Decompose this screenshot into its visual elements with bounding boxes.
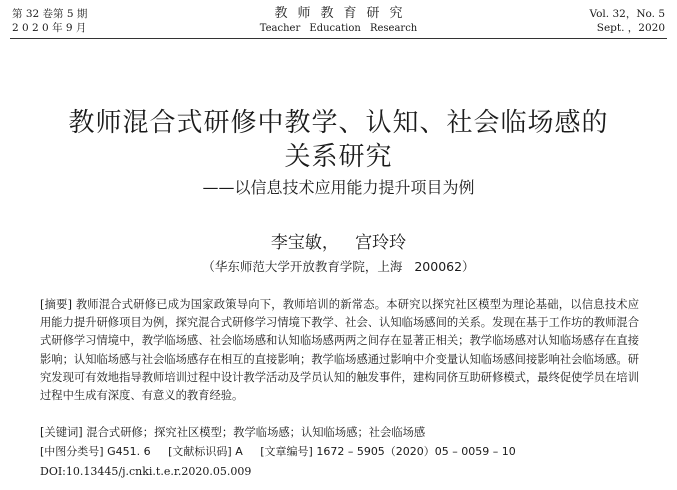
article-number <box>260 444 516 460</box>
article-number-label: [文章编号] <box>260 445 313 458</box>
document-code-value: A <box>235 445 243 458</box>
clc-number <box>40 444 151 460</box>
header-right <box>589 7 665 35</box>
article-number-value: 1672 – 5905（2020）05 – 0059 – 10 <box>316 445 516 458</box>
header-rule <box>10 38 667 39</box>
article-title <box>20 106 657 174</box>
publication-date-en: Sept. ，2020 <box>596 22 665 34</box>
classification-line <box>40 444 657 460</box>
journal-name-cn: 教师教育研究 <box>274 6 413 21</box>
clc-label: [中图分类号] <box>40 445 104 458</box>
authors: 李宝敏， 宫玲玲 <box>270 233 407 253</box>
title-line-2: 关系研究 <box>284 142 393 172</box>
journal-name-en: Teacher Education Research <box>259 23 418 34</box>
keywords-label: [关键词] <box>40 426 83 439</box>
volume-issue-en: Vol. 32，No. 5 <box>589 8 665 20</box>
keywords-text: 混合式研修；探究社区模型；教学临场感；认知临场感；社会临场感 <box>86 426 426 439</box>
abstract-text: 教师混合式研修已成为国家政策导向下，教师培训的新常态。本研究以探究社区模型为理论基础，以信息技术应用能力提升研修项目为例，探究混合式研修学习情境下教学、社会、认知临场感间的关系。发现在基于工作坊的教师混合式研修学习情境中，教学临场感、社会临场感和认知临场感两两之间存在显著正相关；教学临场感对认知临场感存在直接影响；认知临场感与社会临场感存在相互的直接影响；教学临场感通过影响中介变量认知临场感间接影响社会临场感。研究发现可有效地指导教师培训过程中设计教学活动及学员认知的触发事件，建构同侪互助研修模式，最终促使学员在培训过程中生成有深度、有意义的教育经验。 <box>40 298 639 403</box>
abstract-label: [摘要] <box>40 298 73 311</box>
volume-issue: 第 32 卷第 5 期 <box>12 8 88 20</box>
affiliation: （华东师范大学开放教育学院，上海 200062） <box>202 259 475 274</box>
doi: DOI:10.13445/j.cnki.t.e.r.2020.05.009 <box>40 465 252 478</box>
document-code <box>168 444 243 460</box>
publication-date-cn: 2 0 2 0 年 9 月 <box>12 22 87 34</box>
document-code-label: [文献标识码] <box>168 445 232 458</box>
abstract <box>40 296 639 405</box>
keywords <box>40 425 639 441</box>
title-line-1: 教师混合式研修中教学、认知、社会临场感的 <box>68 108 609 138</box>
article-subtitle: ——以信息技术应用能力提升项目为例 <box>202 178 475 197</box>
clc-value: G451. 6 <box>107 445 151 458</box>
header-center <box>0 6 677 35</box>
